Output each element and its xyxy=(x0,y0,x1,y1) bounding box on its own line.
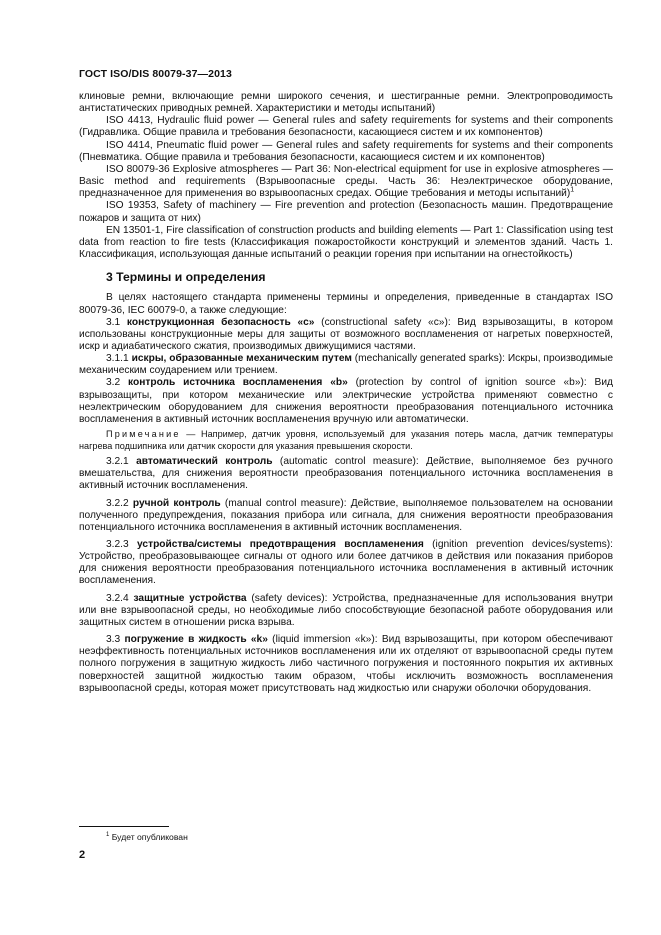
definition-3-1 xyxy=(79,317,613,353)
footnote-mark: 1 xyxy=(106,832,110,839)
definition-number: 3.2.4 xyxy=(106,592,129,604)
definition-term: погружение в жидкость «k» xyxy=(124,634,268,646)
definition-number: 3.1.1 xyxy=(106,353,129,365)
definition-number: 3.2 xyxy=(106,377,121,389)
definition-text: (automatic control measure): Действие, выполняемое без ручного вмешательства, для снижения вероятности преобразования потенциального источника воспламенения в активный источник воспламенения. xyxy=(79,456,613,492)
document-header: ГОСТ ISO/DIS 80079-37—2013 xyxy=(79,68,232,80)
definition-term: защитные устройства xyxy=(133,592,247,604)
footnote xyxy=(106,832,188,842)
definition-3-2-2 xyxy=(79,498,613,534)
section-heading: 3 Термины и определения xyxy=(106,270,266,285)
reference-continuation: клиновые ремни, включающие ремни широкого сечения, и шестигранные ремни. Электропроводимость антистатических приводных ремней. Характеристики и методы испытаний) xyxy=(79,91,613,115)
definition-3-1-1 xyxy=(79,353,613,377)
footnote-text: Будет опубликован xyxy=(111,832,188,842)
definition-number: 3.1 xyxy=(106,316,121,328)
definition-term: ручной контроль xyxy=(132,497,221,509)
definition-term: искры, образованные механическим путем xyxy=(131,353,352,365)
definition-3-2-1 xyxy=(79,456,613,492)
note xyxy=(79,429,613,452)
definition-text: (constructional safety «c»): Вид взрывозащиты, в котором использованы конструкционные меры для защиты от возможного воспламенения от нагретых поверхностей, искр и адиабатического сжатия, производимых движущимися частями. xyxy=(79,316,613,352)
definition-number: 3.2.3 xyxy=(106,539,129,550)
definition-3-2-3 xyxy=(79,539,613,588)
definition-term: устройства/системы предотвращения воспламенения xyxy=(137,539,424,550)
reference-iso-4414: ISO 4414, Pneumatic fluid power — General rules and safety requirements for systems and their components (Пневматика. Общие правила и требования безопасности, касающиеся систем и их компонентов) xyxy=(79,139,613,163)
definition-3-3 xyxy=(79,634,613,695)
definition-3-2 xyxy=(79,377,613,426)
definition-text: (liquid immersion «k»): Вид взрывозащиты, при котором обеспечивают неэффективность потенциальных источников воспламенения или их отделяют от взрывоопасной среды путем полного погружения в защитную жидкость либо частичного погружения и постоянного покрытия их активных поверхностей защитной жидкостью таким образом, чтобы исключить возможность воспламенения взрывоопасной среды, которая может присутствовать над жидкостью или снаружи оболочки оборудования. xyxy=(79,634,613,694)
document-body xyxy=(79,91,613,695)
reference-en-13501-1: EN 13501-1, Fire classification of construction products and building elements — Part 1: Classification using test data from reaction to fire tests (Классификация пожаростойкости конструкций и элементов зданий. Часть 1. Классификация, использующая данные испытаний о реакции горения при испытании на огнестойкость) xyxy=(79,224,613,261)
note-text: — Например, датчик уровня, используемый для указания потерь масла, датчик температуры нагрева подшипника или датчик скорости для указания превышения скорости. xyxy=(79,429,613,451)
definition-text: (protection by control of ignition source «b»): Вид взрывозащиты, при котором механические или электрические устройства применяют совместно с неэлектрическим оборудованием для снижения вероятности преобразования потенциального источника воспламенения в активный источник воспламенения вручную или автоматически. xyxy=(79,377,613,425)
reference-iso-80079-36 xyxy=(79,164,613,200)
section-intro: В целях настоящего стандарта применены термины и определения, приведенные в стандартах ISO 80079-36, IEC 60079-0, а также следующие: xyxy=(79,292,613,316)
definition-text: (ignition prevention devices/systems): Устройство, преобразовывающее сигналы от одного или более датчиков в действия или показания приборов для снижения вероятности преобразования потенциального источника воспламенения в активный источник воспламенения. xyxy=(79,539,613,587)
footnote-reference-mark: 1 xyxy=(570,186,575,194)
reference-iso-19353: ISO 19353, Safety of machinery — Fire prevention and protection (Безопасность машин. Предотвращение пожаров и защита от них) xyxy=(79,200,613,224)
definition-term: конструкционная безопасность «с» xyxy=(126,316,315,328)
definition-text: (mechanically generated sparks): Искры, производимые механическим соударением или трением. xyxy=(79,353,614,377)
definition-number: 3.2.2 xyxy=(106,497,129,509)
reference-iso-4413: ISO 4413, Hydraulic fluid power — General rules and safety requirements for systems and their components (Гидравлика. Общие правила и требования безопасности, касающиеся систем и их компонентов) xyxy=(79,115,613,139)
footnote-divider xyxy=(79,826,169,827)
definition-term: контроль источника воспламенения «b» xyxy=(128,377,348,389)
definition-text: (manual control measure): Действие, выполняемое пользователем на основании полученного предупреждения, показания прибора или сигнала, для снижения вероятности преобразования потенциального источника воспламенения в активный источник воспламенения. xyxy=(79,497,613,533)
definition-3-2-4 xyxy=(79,593,613,629)
reference-iso-80079-36-text: ISO 80079-36 Explosive atmospheres — Part 36: Non-electrical equipment for use in explosive atmospheres — Basic method and requirements (Взрывоопасные среды. Часть 36: Неэлектрическое оборудование, предназначенное для применения во взрывоопасных средах. Общие требования и методы испытаний) xyxy=(79,163,613,200)
page-number: 2 xyxy=(79,849,86,861)
note-label: Примечание xyxy=(106,429,181,440)
definition-term: автоматический контроль xyxy=(136,456,273,468)
definition-text: (safety devices): Устройства, предназначенные для использования внутри или вне взрывоопасной среды, но необходимые либо способствующие безопасной работе оборудования или защитных систем в отношении риска взрыва. xyxy=(79,592,613,628)
definition-number: 3.3 xyxy=(106,634,121,646)
definition-number: 3.2.1 xyxy=(106,456,129,468)
